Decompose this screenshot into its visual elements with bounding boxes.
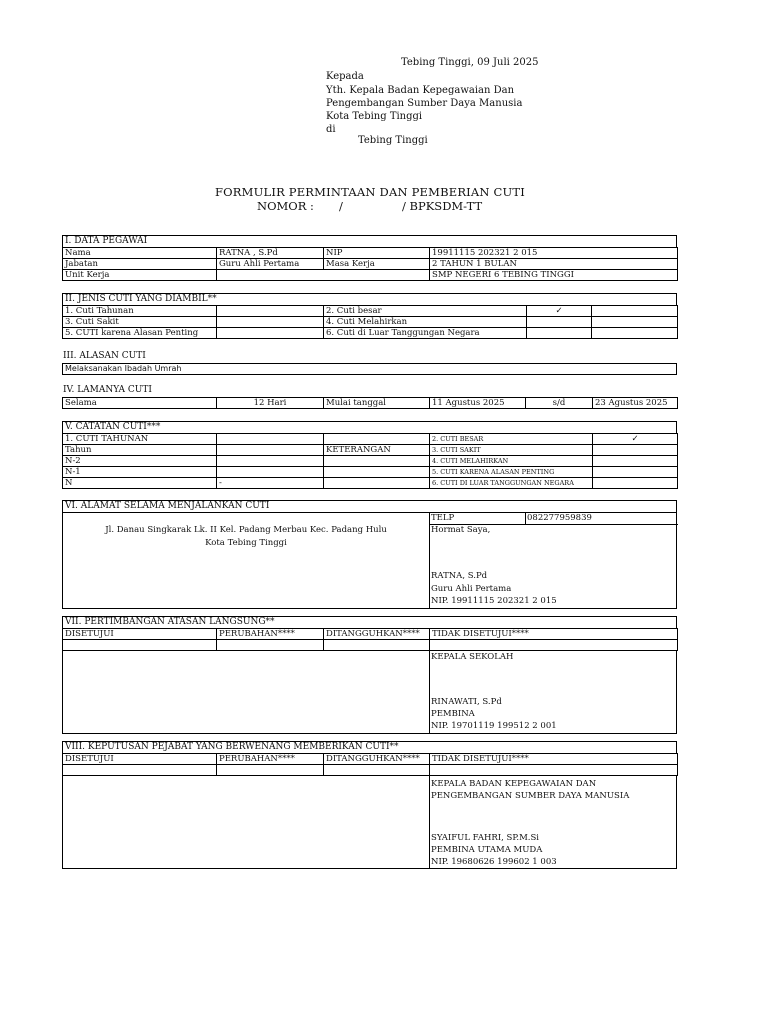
section-jenis-cuti	[62, 293, 677, 339]
cuti-sakit-label: 3. Cuti Sakit	[63, 317, 217, 328]
mulai-tanggal-label: Mulai tanggal	[324, 398, 430, 409]
addressee-line2: Pengembangan Sumber Daya Manusia	[326, 98, 523, 109]
catatan-cuti-alasan-penting: 5. CUTI KARENA ALASAN PENTING	[430, 467, 593, 478]
keterangan-label: KETERANGAN	[324, 445, 430, 456]
signer-title: Guru Ahli Pertama	[431, 584, 512, 594]
section-title: VI. ALAMAT SELAMA MENJALANKAN CUTI	[62, 500, 677, 513]
section-alasan-cuti	[62, 351, 677, 375]
table-row	[63, 317, 678, 328]
disetujui-check[interactable]	[63, 765, 217, 776]
empty-cell	[217, 434, 324, 445]
cuti-luar-tanggungan-check[interactable]	[527, 328, 592, 339]
section-lamanya-cuti	[62, 385, 677, 409]
empty-cell	[324, 467, 430, 478]
sd-label: s/d	[526, 398, 593, 409]
tidak-disetujui-label: TIDAK DISETUJUI****	[430, 629, 678, 640]
catatan-cuti-sakit: 3. CUTI SAKIT	[430, 445, 593, 456]
cuti-besar-check[interactable]: ✓	[527, 306, 592, 317]
place-date: Tebing Tinggi, 09 Juli 2025	[401, 57, 539, 68]
cuti-tahunan-header: 1. CUTI TAHUNAN	[63, 434, 217, 445]
unit-kerja-label: Unit Kerja	[63, 270, 217, 281]
catatan-cuti-melahirkan: 4. CUTI MELAHIRKAN	[430, 456, 593, 467]
pejabat-role-line2: PENGEMBANGAN SUMBER DAYA MANUSIA	[431, 791, 630, 801]
section-title: VIII. KEPUTUSAN PEJABAT YANG BERWENANG MEMBERIKAN CUTI**	[62, 741, 677, 754]
n-label: N	[63, 478, 217, 489]
ditangguhkan-check[interactable]	[324, 765, 430, 776]
addressee-line1: Yth. Kepala Badan Kepegawaian Dan	[326, 85, 515, 96]
masa-kerja-label: Masa Kerja	[324, 259, 430, 270]
table-row	[63, 629, 678, 640]
mulai-tanggal-value: 11 Agustus 2025	[430, 398, 526, 409]
cuti-melahirkan-label: 4. Cuti Melahirkan	[324, 317, 527, 328]
hormat-saya: Hormat Saya,	[431, 525, 491, 535]
tidak-disetujui-check[interactable]	[430, 765, 678, 776]
table-row	[63, 306, 678, 317]
empty-cell	[593, 478, 678, 489]
cuti-melahirkan-check[interactable]	[527, 317, 592, 328]
cuti-alasan-penting-label: 5. CUTI karena Alasan Penting	[63, 328, 217, 339]
signer-name: RATNA, S.Pd	[431, 571, 488, 581]
tidak-disetujui-label: TIDAK DISETUJUI****	[430, 754, 678, 765]
table-row	[63, 398, 678, 409]
section-title: III. ALASAN CUTI	[63, 351, 146, 361]
catatan-cuti-besar-check: ✓	[593, 434, 678, 445]
nama-value: RATNA , S.Pd	[217, 248, 324, 259]
section-alamat-cuti	[62, 500, 677, 609]
atasan-role: KEPALA SEKOLAH	[431, 652, 514, 662]
n2-label: N-2	[63, 456, 217, 467]
n-value: -	[217, 478, 324, 489]
empty-cell	[217, 467, 324, 478]
table-row	[63, 478, 678, 489]
atasan-sign-box	[62, 651, 677, 734]
table-row	[63, 765, 678, 776]
tidak-disetujui-check[interactable]	[430, 640, 678, 651]
nip-value: 19911115 202321 2 015	[430, 248, 678, 259]
table-row	[63, 640, 678, 651]
jabatan-label: Jabatan	[63, 259, 217, 270]
empty-cell	[593, 445, 678, 456]
section-data-pegawai	[62, 235, 677, 281]
table-row	[63, 434, 678, 445]
section-title: IV. LAMANYA CUTI	[63, 385, 152, 395]
table-row	[63, 248, 678, 259]
selama-value: 12 Hari	[217, 398, 324, 409]
section-pertimbangan-atasan	[62, 616, 677, 734]
pejabat-sign-box	[62, 776, 677, 869]
addressee-city: Tebing Tinggi	[358, 135, 428, 146]
empty-cell	[593, 467, 678, 478]
disetujui-label: DISETUJUI	[63, 629, 217, 640]
selama-label: Selama	[63, 398, 217, 409]
pejabat-name: SYAIFUL FAHRI, SP.M.Si	[431, 833, 540, 843]
pejabat-nip: NIP. 19680626 199602 1 003	[431, 857, 557, 867]
empty-cell	[592, 317, 678, 328]
disetujui-label: DISETUJUI	[63, 754, 217, 765]
unit-kerja-value: SMP NEGERI 6 TEBING TINGGI	[430, 270, 678, 281]
atasan-nip: NIP. 19701119 199512 2 001	[431, 721, 557, 731]
pejabat-role-line1: KEPALA BADAN KEPEGAWAIAN DAN	[431, 779, 597, 789]
kepada-label: Kepada	[326, 71, 364, 82]
empty-cell	[217, 445, 324, 456]
catatan-cuti-besar: 2. CUTI BESAR	[430, 434, 593, 445]
table-row	[63, 467, 678, 478]
ditangguhkan-check[interactable]	[324, 640, 430, 651]
pejabat-title: PEMBINA UTAMA MUDA	[431, 845, 543, 855]
address-line2: Kota Tebing Tinggi	[205, 538, 287, 548]
telp-value: 082277959839	[527, 513, 592, 523]
table-row	[63, 259, 678, 270]
section-title: V. CATATAN CUTI***	[62, 421, 677, 434]
nomor-suffix: / BPKSDM-TT	[402, 199, 483, 213]
table-row	[63, 445, 678, 456]
unit-kerja-empty	[217, 270, 430, 281]
empty-cell	[592, 306, 678, 317]
empty-cell	[592, 328, 678, 339]
perubahan-label: PERUBAHAN****	[217, 754, 324, 765]
table-row	[63, 364, 677, 375]
table-row	[63, 456, 678, 467]
ditangguhkan-label: DITANGGUHKAN****	[324, 629, 430, 640]
n1-label: N-1	[63, 467, 217, 478]
atasan-name: RINAWATI, S.Pd	[431, 697, 502, 707]
table-row	[63, 270, 678, 281]
cuti-besar-label: 2. Cuti besar	[324, 306, 527, 317]
nama-label: Nama	[63, 248, 217, 259]
perubahan-check[interactable]	[217, 640, 324, 651]
alasan-cuti-value[interactable]: Melaksanakan Ibadah Umrah	[63, 364, 677, 375]
ditangguhkan-label: DITANGGUHKAN****	[324, 754, 430, 765]
perubahan-label: PERUBAHAN****	[217, 629, 324, 640]
disetujui-check[interactable]	[63, 640, 217, 651]
sampai-tanggal-value: 23 Agustus 2025	[593, 398, 678, 409]
telp-label: TELP	[431, 513, 455, 523]
alamat-box	[62, 513, 677, 609]
perubahan-check[interactable]	[217, 765, 324, 776]
cuti-alasan-penting-check[interactable]	[217, 328, 324, 339]
nomor-label: NOMOR :	[257, 199, 314, 213]
atasan-title: PEMBINA	[431, 709, 475, 719]
address-line1: Jl. Danau Singkarak Lk. II Kel. Padang Merbau Kec. Padang Hulu	[105, 525, 387, 535]
section-title: II. JENIS CUTI YANG DIAMBIL**	[62, 293, 677, 306]
empty-cell	[593, 456, 678, 467]
cuti-tahunan-check[interactable]	[217, 306, 324, 317]
empty-cell	[324, 478, 430, 489]
tahun-label: Tahun	[63, 445, 217, 456]
table-row	[63, 754, 678, 765]
empty-cell	[324, 456, 430, 467]
table-row	[63, 328, 678, 339]
section-title: I. DATA PEGAWAI	[62, 235, 677, 248]
di-label: di	[326, 124, 336, 135]
section-catatan-cuti	[62, 421, 677, 489]
masa-kerja-value: 2 TAHUN 1 BULAN	[430, 259, 678, 270]
form-title: FORMULIR PERMINTAAN DAN PEMBERIAN CUTI	[214, 185, 526, 199]
nomor-separator: /	[339, 199, 343, 213]
nip-label: NIP	[324, 248, 430, 259]
cuti-luar-tanggungan-label: 6. Cuti di Luar Tanggungan Negara	[324, 328, 527, 339]
addressee-line3: Kota Tebing Tinggi	[326, 111, 423, 122]
jabatan-value: Guru Ahli Pertama	[217, 259, 324, 270]
signer-nip: NIP. 19911115 202321 2 015	[431, 596, 557, 606]
section-title: VII. PERTIMBANGAN ATASAN LANGSUNG**	[62, 616, 677, 629]
cuti-tahunan-label: 1. Cuti Tahunan	[63, 306, 217, 317]
empty-cell	[217, 456, 324, 467]
empty-cell	[324, 434, 430, 445]
cuti-sakit-check[interactable]	[217, 317, 324, 328]
catatan-cuti-luar-tanggungan: 6. CUTI DI LUAR TANGGUNGAN NEGARA	[430, 478, 593, 489]
section-keputusan-pejabat	[62, 741, 677, 869]
